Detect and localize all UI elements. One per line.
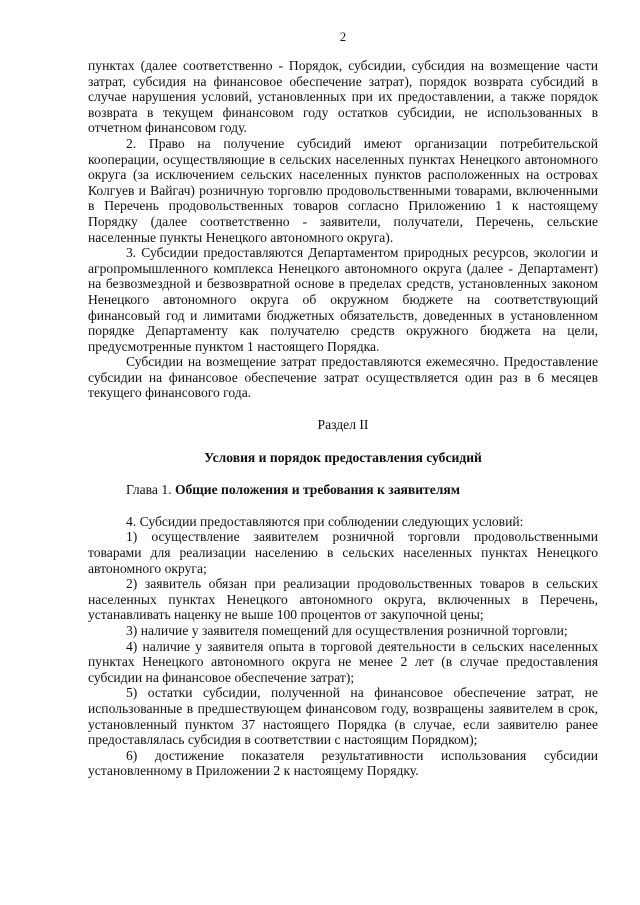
document-page: [88, 30, 598, 779]
paragraph-2: 2. Право на получение субсидий имеют организации потребительской кооперации, осуществляющие в сельских населенных пунктах Ненецкого автономного округа (за исключением сельских населенных пунктов расположенных на островах Колгуев и Вайгач) розничную торговлю продовольственными товарами, включенными в Перечень продовольственных товаров согласно Приложению 1 к настоящему Порядку (далее соответственно - заявители, получатели, Перечень, сельские населенные пункты Ненецкого автономного округа).: [88, 135, 598, 245]
paragraph-3: 3. Субсидии предоставляются Департаментом природных ресурсов, экологии и агропромышленного комплекса Ненецкого автономного округа (далее - Департамент) на безвозмездной и безвозвратной основе в пределах средств, установленных законом Ненецкого автономного округа об окружном бюджете на соответствующий финансовый год и лимитами бюджетных обязательств, доведенных в установленном порядке Департаменту как получателю средств окружного бюджета на цели, предусмотренные пунктом 1 настоящего Порядка.: [88, 245, 598, 354]
paragraph-intro-continuation: пунктах (далее соответственно - Порядок, субсидии, субсидия на возмещение части затрат, субсидия на финансовое обеспечение затрат), порядок возврата субсидий в случае нарушения условий, установленных при их предоставлении, а также порядок возврата в текущем финансовом году остатков субсидии, не использованных в отчетном финансовом году.: [88, 58, 598, 136]
section-title: Условия и порядок предоставления субсидий: [204, 449, 482, 465]
chapter-heading: [88, 482, 598, 498]
condition-4: 4) наличие у заявителя опыта в торговой деятельности в сельских населенных пунктах Ненецкого автономного округа не менее 2 лет (в случае предоставления субсидии на финансовое обеспечение затрат);: [88, 638, 598, 685]
page-number: 2: [339, 30, 347, 44]
chapter-prefix: Глава 1.: [126, 482, 172, 498]
section-label: Раздел II: [317, 417, 369, 433]
paragraph-4: 4. Субсидии предоставляются при соблюдении следующих условий:: [126, 513, 524, 529]
condition-2: 2) заявитель обязан при реализации продовольственных товаров в сельских населенных пунктах Ненецкого автономного округа, включенных в Перечень, устанавливать наценку не выше 100 процентов от закупочной цены;: [88, 576, 598, 623]
condition-3: 3) наличие у заявителя помещений для осуществления розничной торговли;: [126, 623, 568, 638]
condition-5: 5) остатки субсидии, полученной на финансовое обеспечение затрат, не использованные в предшествующем финансовом году, возвращены заявителем в срок, установленный пунктом 37 настоящего Порядка (в случае, если заявителю ранее предоставлялась субсидия в соответствии с настоящим Порядком);: [88, 685, 598, 748]
condition-1: 1) осуществление заявителем розничной торговли продовольственными товарами для реализации населению в сельских населенных пунктах Ненецкого автономного округа;: [88, 529, 598, 576]
paragraph-3-subsidy-frequency: Субсидии на возмещение затрат предоставляются ежемесячно. Предоставление субсидии на финансовое обеспечение затрат осуществляется один раз в 6 месяцев текущего финансового года.: [88, 354, 598, 401]
condition-6: 6) достижение показателя результативности использования субсидии установленному в Приложении 2 к настоящему Порядку.: [88, 747, 598, 779]
chapter-title: Общие положения и требования к заявителям: [174, 482, 460, 498]
